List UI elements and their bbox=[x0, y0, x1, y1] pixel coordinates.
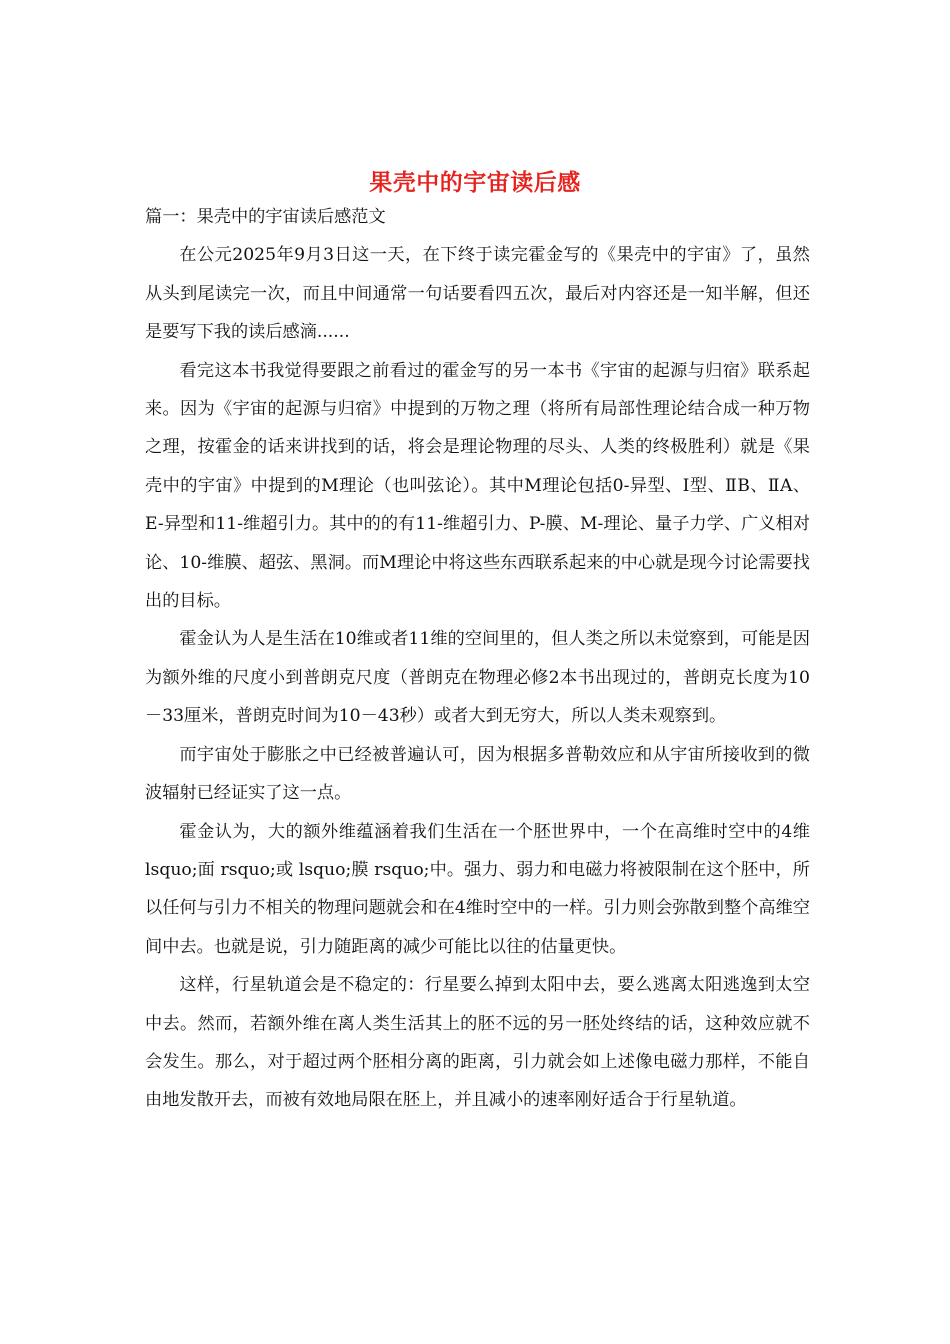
document-title: 果壳中的宇宙读后感 bbox=[369, 169, 581, 197]
paragraph-1: 在公元2025年9月3日这一天，在下终于读完霍金写的《果壳中的宇宙》了，虽然从头到尾读完一次，而且中间通常一句话要看四五次，最后对内容还是一知半解，但还是要写下我的读后感滴...... bbox=[145, 245, 810, 343]
paragraph-5: 霍金认为，大的额外维蕴涵着我们生活在一个胚世界中，一个在高维时空中的4维 lsquo;面 rsquo;或 lsquo;膜 rsquo;中。强力、弱力和电磁力将被限制在这个胚中，所以任何与引力不相关的物理问题就会和在4维时空中的一样。引力则会弥散到整个高维空间中去。也就是说，引力随距离的减少可能比以往的估量更快。 bbox=[145, 821, 810, 957]
paragraph-4: 而宇宙处于膨胀之中已经被普遍认可，因为根据多普勒效应和从宇宙所接收到的微波辐射已经证实了这一点。 bbox=[145, 744, 810, 804]
paragraph-6: 这样，行星轨道会是不稳定的：行星要么掉到太阳中去，要么逃离太阳逃逸到太空中去。然而，若额外维在离人类生活其上的胚不远的另一胚处终结的话，这种效应就不会发生。那么，对于超过两个胚相分离的距离，引力就会如上述像电磁力那样，不能自由地发散开去，而被有效地局限在胚上，并且减小的速率刚好适合于行星轨道。 bbox=[145, 975, 810, 1111]
document-body bbox=[145, 198, 810, 1120]
paragraph-3: 霍金认为人是生活在10维或者11维的空间里的，但人类之所以未觉察到，可能是因为额外维的尺度小到普朗克尺度（普朗克在物理必修2本书出现过的，普朗克长度为10－33厘米，普朗克时间为10－43秒）或者大到无穷大，所以人类未观察到。 bbox=[145, 629, 810, 727]
section-heading: 篇一：果壳中的宇宙读后感范文 bbox=[145, 207, 386, 227]
paragraph-2: 看完这本书我觉得要跟之前看过的霍金写的另一本书《宇宙的起源与归宿》联系起来。因为《宇宙的起源与归宿》中提到的万物之理（将所有局部性理论结合成一种万物之理，按霍金的话来讲找到的话，将会是理论物理的尽头、人类的终极胜利）就是《果壳中的宇宙》中提到的M理论（也叫弦论）。其中M理论包括0-异型、Ⅰ型、ⅡB、ⅡA、E-异型和11-维超引力。其中的的有11-维超引力、P-膜、M-理论、量子力学、广义相对论、10-维膜、超弦、黑洞。而M理论中将这些东西联系起来的中心就是现今讨论需要找出的目标。 bbox=[145, 360, 810, 612]
